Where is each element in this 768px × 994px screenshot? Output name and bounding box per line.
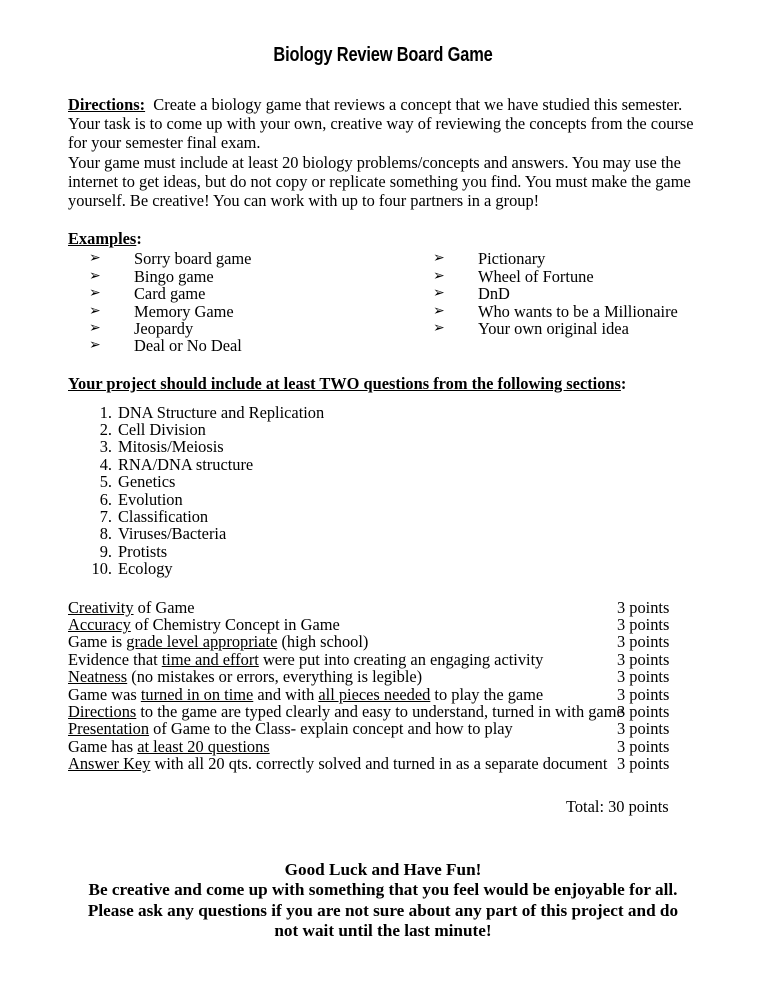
list-item-number: 4.: [99, 454, 112, 474]
sections-heading-colon: :: [620, 374, 627, 394]
rubric-points: 3 points: [617, 649, 670, 669]
list-item-label: Jeopardy: [134, 319, 194, 339]
rubric-criterion: [68, 650, 543, 669]
list-item: [68, 491, 698, 508]
list-item-number: 8.: [99, 524, 112, 544]
arrow-bullet-icon: ➢: [433, 302, 445, 319]
rubric-criterion: [68, 685, 543, 704]
list-item-label: Card game: [134, 284, 206, 304]
list-item: [68, 421, 698, 438]
rubric-rows: [68, 599, 698, 773]
rubric-text-underlined: all pieces needed: [318, 684, 431, 704]
list-item: [68, 543, 698, 560]
rubric-text: to the game are typed clearly and easy to understand, turned in with game: [136, 702, 624, 722]
rubric-text-underlined: Accuracy: [68, 615, 131, 635]
list-item-label: RNA/DNA structure: [118, 454, 254, 474]
directions-paragraph-1: [68, 95, 698, 153]
rubric-row: [68, 755, 698, 772]
list-item: [433, 303, 733, 320]
examples-columns: [68, 249, 698, 356]
rubric-text: Game has: [68, 736, 138, 756]
arrow-bullet-icon: ➢: [433, 267, 445, 284]
rubric-row: [68, 668, 698, 685]
list-item-label: Mitosis/Meiosis: [118, 437, 224, 457]
list-item: [89, 268, 419, 285]
list-item-label: Wheel of Fortune: [478, 266, 594, 286]
rubric-total-line: [68, 798, 698, 816]
directions-label: Directions:: [68, 95, 146, 114]
directions-text-1: Create a biology game that reviews a concept that we have studied this semester. Your task is to come up with your own, creative way of reviewing the concepts from the course for your semester final exam.: [68, 95, 694, 153]
rubric-row: [68, 703, 698, 720]
rubric-text: Game was: [68, 684, 141, 704]
rubric-points: 3 points: [617, 597, 670, 617]
rubric-points: 3 points: [617, 702, 670, 722]
directions-text-2: Your game must include at least 20 biology problems/concepts and answers. You may use the internet to get ideas, but do not copy or replicate something you find. You must make the game yourself. Be creative! You can work with up to four partners in a group!: [68, 152, 691, 211]
list-item-number: 3.: [99, 437, 112, 457]
examples-column-left: [89, 250, 419, 354]
list-item-label: Who wants to be a Millionaire: [478, 301, 678, 321]
list-item: [89, 337, 419, 354]
rubric-text: were put into creating an engaging activity: [258, 649, 544, 669]
sections-heading-text: Your project should include at least TWO questions from the following sections: [68, 374, 621, 394]
list-item: [433, 285, 733, 302]
rubric-text: of Chemistry Concept in Game: [130, 615, 340, 635]
rubric-text-underlined: grade level appropriate: [126, 632, 278, 652]
rubric-row: [68, 599, 698, 616]
list-item-label: DnD: [478, 284, 510, 304]
rubric-points: 3 points: [617, 719, 670, 739]
rubric-block: [68, 599, 698, 816]
closing-line-2: Be creative and come up with something that you feel would be enjoyable for all.: [88, 880, 678, 900]
closing-line-1: Good Luck and Have Fun!: [284, 859, 482, 879]
rubric-text-underlined: Neatness: [68, 667, 128, 687]
list-item: [68, 456, 698, 473]
rubric-row: [68, 738, 698, 755]
list-item: [89, 285, 419, 302]
rubric-text: and with: [253, 684, 319, 704]
list-item: [68, 508, 698, 525]
rubric-criterion: [68, 702, 624, 721]
rubric-points: 3 points: [617, 632, 670, 652]
list-item: [68, 560, 698, 577]
list-item-number: 9.: [99, 541, 112, 561]
rubric-text: of Game to the Class- explain concept and how to play: [149, 719, 513, 739]
examples-heading-colon: :: [136, 229, 142, 249]
rubric-text-underlined: Creativity: [68, 597, 134, 617]
arrow-bullet-icon: ➢: [89, 302, 101, 319]
list-item: [89, 250, 419, 267]
directions-paragraph-2: [68, 153, 698, 211]
closing-line-4: not wait until the last minute!: [274, 921, 492, 941]
rubric-criterion: [68, 737, 270, 756]
list-item: [89, 320, 419, 337]
list-item-number: 5.: [99, 472, 112, 492]
rubric-row: [68, 633, 698, 650]
rubric-text-underlined: turned in on time: [140, 684, 254, 704]
list-item: [68, 404, 698, 421]
list-item-label: Memory Game: [134, 301, 234, 321]
document-content: [68, 0, 698, 942]
sections-block: [68, 374, 698, 577]
arrow-bullet-icon: ➢: [89, 285, 101, 302]
rubric-points: 3 points: [617, 754, 670, 774]
list-item-label: Protists: [118, 541, 168, 561]
list-item-label: Cell Division: [118, 420, 206, 440]
list-item: [433, 268, 733, 285]
rubric-text-underlined: Presentation: [68, 719, 150, 739]
rubric-text-underlined: Directions: [68, 702, 137, 722]
arrow-bullet-icon: ➢: [433, 320, 445, 337]
list-item-label: Classification: [118, 507, 209, 527]
closing-block: [68, 860, 698, 942]
list-item: [68, 473, 698, 490]
rubric-criterion: [68, 615, 340, 634]
list-item: [433, 250, 733, 267]
rubric-criterion: [68, 754, 607, 773]
rubric-row: [68, 651, 698, 668]
list-item-number: 7.: [99, 507, 112, 527]
arrow-bullet-icon: ➢: [433, 250, 445, 267]
examples-list-left: [89, 250, 419, 354]
rubric-text-underlined: time and effort: [161, 649, 259, 669]
rubric-criterion: [68, 667, 422, 686]
examples-heading: [68, 229, 698, 248]
list-item-label: Evolution: [118, 489, 183, 509]
rubric-text: of Game: [133, 597, 195, 617]
rubric-row: [68, 686, 698, 703]
arrow-bullet-icon: ➢: [89, 320, 101, 337]
rubric-criterion: [68, 719, 513, 738]
closing-line-3: Please ask any questions if you are not sure about any part of this project and do: [87, 900, 679, 920]
list-item: [89, 303, 419, 320]
examples-list-right: [433, 250, 733, 337]
rubric-total: Total: 30 points: [566, 796, 669, 816]
rubric-text: Game is: [68, 632, 127, 652]
sections-list: [68, 404, 698, 578]
rubric-points: 3 points: [617, 684, 670, 704]
examples-column-right: [433, 250, 733, 337]
list-item-number: 6.: [99, 489, 112, 509]
list-item-label: Bingo game: [134, 266, 214, 286]
examples-block: [68, 229, 698, 356]
rubric-text: (no mistakes or errors, everything is legible): [127, 667, 423, 687]
list-item: [68, 525, 698, 542]
rubric-text: (high school): [277, 632, 369, 652]
list-item-label: DNA Structure and Replication: [118, 402, 325, 422]
rubric-text: to play the game: [430, 684, 544, 704]
sections-heading: [68, 374, 698, 393]
rubric-points: 3 points: [617, 736, 670, 756]
arrow-bullet-icon: ➢: [89, 337, 101, 354]
rubric-row: [68, 720, 698, 737]
directions-block: [68, 95, 698, 210]
page-title: Biology Review Board Game: [273, 44, 493, 66]
list-item-label: Genetics: [118, 472, 176, 492]
list-item-number: 10.: [91, 559, 112, 579]
list-item-label: Sorry board game: [134, 249, 252, 269]
arrow-bullet-icon: ➢: [89, 267, 101, 284]
list-item-label: Pictionary: [478, 249, 546, 269]
rubric-points: 3 points: [617, 667, 670, 687]
list-item-label: Viruses/Bacteria: [118, 524, 227, 544]
rubric-criterion: [68, 632, 368, 651]
rubric-criterion: [68, 598, 195, 617]
rubric-text: with all 20 qts. correctly solved and turned in as a separate document: [150, 754, 608, 774]
examples-heading-text: Examples: [68, 229, 137, 249]
list-item: [68, 438, 698, 455]
list-item-number: 2.: [99, 420, 112, 440]
rubric-points: 3 points: [617, 615, 670, 635]
list-item-number: 1.: [99, 402, 112, 422]
rubric-text: Evidence that: [68, 649, 162, 669]
rubric-text-underlined: at least 20 questions: [137, 736, 270, 756]
rubric-row: [68, 616, 698, 633]
list-item: [433, 320, 733, 337]
rubric-text-underlined: Answer Key: [68, 754, 151, 774]
list-item-label: Ecology: [118, 559, 173, 579]
arrow-bullet-icon: ➢: [433, 285, 445, 302]
list-item-label: Your own original idea: [478, 319, 629, 339]
arrow-bullet-icon: ➢: [89, 250, 101, 267]
list-item-label: Deal or No Deal: [134, 336, 242, 356]
